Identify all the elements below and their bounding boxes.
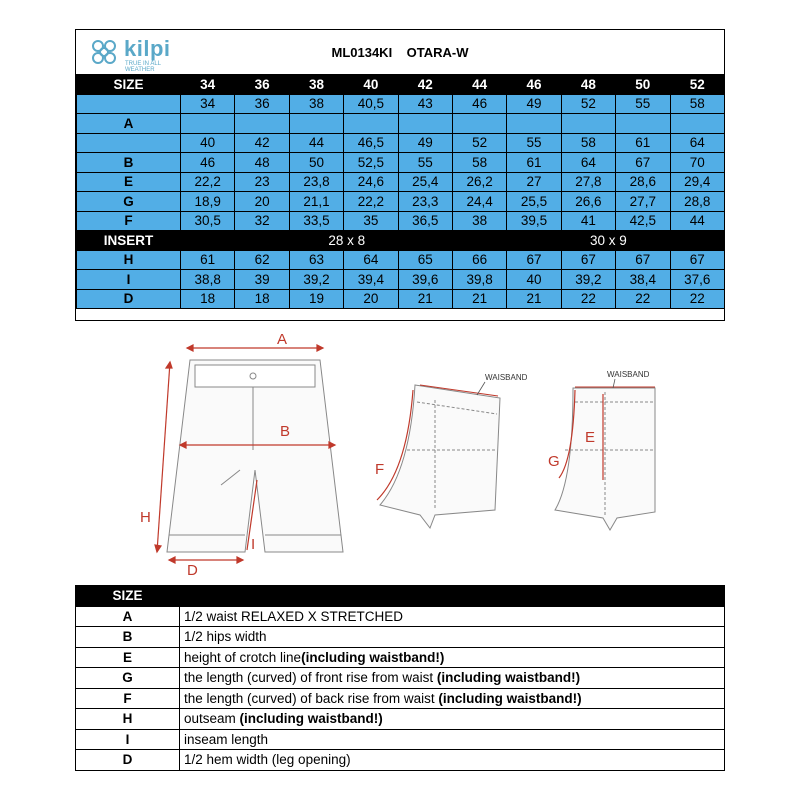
legend-header: SIZE bbox=[76, 586, 180, 607]
legend-text: 1/2 hips width bbox=[184, 629, 267, 645]
legend-description bbox=[180, 606, 725, 627]
size-header-cell: 48 bbox=[561, 75, 615, 95]
value-cell: 46 bbox=[181, 153, 235, 173]
value-cell: 42 bbox=[235, 133, 289, 153]
insert-label: INSERT bbox=[77, 231, 181, 251]
measure-d bbox=[169, 557, 243, 563]
row-label bbox=[77, 94, 181, 114]
value-cell: 65 bbox=[398, 250, 452, 270]
legend-key: B bbox=[76, 627, 180, 648]
legend-text: outseam bbox=[184, 711, 240, 727]
measurement-legend bbox=[75, 585, 725, 771]
value-cell: 64 bbox=[561, 153, 615, 173]
label-b: B bbox=[280, 423, 291, 440]
value-cell: 28,6 bbox=[616, 172, 670, 192]
value-cell bbox=[670, 114, 724, 134]
value-cell: 61 bbox=[181, 250, 235, 270]
legend-text: 1/2 hem width (leg opening) bbox=[184, 752, 351, 768]
insert-right: 30 x 9 bbox=[452, 231, 724, 251]
value-cell: 41 bbox=[561, 211, 615, 231]
value-cell: 52 bbox=[561, 94, 615, 114]
value-cell: 27 bbox=[507, 172, 561, 192]
value-cell: 46 bbox=[452, 94, 506, 114]
legend-description bbox=[180, 709, 725, 730]
value-cell: 22,2 bbox=[181, 172, 235, 192]
value-cell: 42,5 bbox=[616, 211, 670, 231]
row-label: D bbox=[77, 289, 181, 309]
size-header-cell: 50 bbox=[616, 75, 670, 95]
legend-row bbox=[76, 647, 725, 668]
value-cell: 24,6 bbox=[344, 172, 398, 192]
size-header-row bbox=[77, 75, 725, 95]
row-label: A bbox=[77, 114, 181, 134]
row-label: I bbox=[77, 270, 181, 290]
size-header-cell: 34 bbox=[181, 75, 235, 95]
value-cell: 61 bbox=[507, 153, 561, 173]
measure-row bbox=[77, 289, 725, 309]
measurement-diagram bbox=[140, 330, 665, 580]
value-cell: 22 bbox=[670, 289, 724, 309]
measure-h bbox=[155, 362, 172, 552]
size-header-cell: 46 bbox=[507, 75, 561, 95]
value-cell: 67 bbox=[561, 250, 615, 270]
legend-note: (including waistband!) bbox=[438, 690, 582, 706]
value-cell: 23,3 bbox=[398, 192, 452, 212]
row-label: H bbox=[77, 250, 181, 270]
measure-a bbox=[187, 345, 323, 351]
legend-key: H bbox=[76, 709, 180, 730]
legend-row bbox=[76, 606, 725, 627]
value-cell: 23 bbox=[235, 172, 289, 192]
value-cell: 66 bbox=[452, 250, 506, 270]
size-table bbox=[76, 74, 725, 309]
value-cell: 32 bbox=[235, 211, 289, 231]
value-cell: 21 bbox=[398, 289, 452, 309]
value-cell: 49 bbox=[398, 133, 452, 153]
insert-row bbox=[77, 231, 725, 251]
legend-description bbox=[180, 750, 725, 771]
value-cell: 38 bbox=[452, 211, 506, 231]
value-cell: 67 bbox=[670, 250, 724, 270]
legend-row bbox=[76, 627, 725, 648]
value-cell: 37,6 bbox=[670, 270, 724, 290]
value-cell: 52,5 bbox=[344, 153, 398, 173]
measure-row bbox=[77, 153, 725, 173]
legend-header-blank bbox=[180, 586, 725, 607]
value-cell: 33,5 bbox=[289, 211, 343, 231]
size-header-label: SIZE bbox=[77, 75, 181, 95]
value-cell: 22,2 bbox=[344, 192, 398, 212]
value-cell: 27,7 bbox=[616, 192, 670, 212]
legend-text: inseam length bbox=[184, 731, 269, 747]
legend-note: (including waistband!) bbox=[301, 649, 445, 665]
insert-left: 28 x 8 bbox=[181, 231, 453, 251]
value-cell bbox=[616, 114, 670, 134]
value-cell bbox=[452, 114, 506, 134]
measure-row bbox=[77, 114, 725, 134]
value-cell: 36,5 bbox=[398, 211, 452, 231]
value-cell: 26,2 bbox=[452, 172, 506, 192]
label-a: A bbox=[277, 331, 288, 348]
measure-row bbox=[77, 270, 725, 290]
shorts-drawing bbox=[167, 360, 343, 552]
value-cell: 39,6 bbox=[398, 270, 452, 290]
measure-row bbox=[77, 192, 725, 212]
legend-key: F bbox=[76, 688, 180, 709]
product-title bbox=[76, 45, 724, 60]
value-cell: 58 bbox=[452, 153, 506, 173]
brand-name: kilpi bbox=[124, 36, 171, 61]
value-cell: 39,5 bbox=[507, 211, 561, 231]
value-cell: 67 bbox=[507, 250, 561, 270]
value-cell: 44 bbox=[670, 211, 724, 231]
value-cell: 34 bbox=[181, 94, 235, 114]
value-cell: 55 bbox=[507, 133, 561, 153]
value-cell: 39,2 bbox=[289, 270, 343, 290]
value-cell: 23,8 bbox=[289, 172, 343, 192]
legend-row bbox=[76, 688, 725, 709]
value-cell bbox=[181, 114, 235, 134]
measure-row bbox=[77, 250, 725, 270]
measure-row bbox=[77, 94, 725, 114]
label-e: E bbox=[585, 429, 596, 446]
measure-row bbox=[77, 172, 725, 192]
value-cell: 25,4 bbox=[398, 172, 452, 192]
value-cell: 39,2 bbox=[561, 270, 615, 290]
legend-text: the length (curved) of back rise from waist bbox=[184, 690, 439, 706]
value-cell: 36 bbox=[235, 94, 289, 114]
value-cell: 63 bbox=[289, 250, 343, 270]
value-cell: 38,4 bbox=[616, 270, 670, 290]
value-cell: 38 bbox=[289, 94, 343, 114]
value-cell: 27,8 bbox=[561, 172, 615, 192]
value-cell: 18 bbox=[181, 289, 235, 309]
size-header-cell: 38 bbox=[289, 75, 343, 95]
value-cell: 64 bbox=[670, 133, 724, 153]
value-cell: 44 bbox=[289, 133, 343, 153]
waistband-label-2: WAISBAND bbox=[607, 370, 650, 379]
legend-description bbox=[180, 627, 725, 648]
label-h: H bbox=[140, 509, 151, 526]
size-header-cell: 52 bbox=[670, 75, 724, 95]
legend-note: (including waistband!) bbox=[239, 711, 383, 727]
size-header-cell: 36 bbox=[235, 75, 289, 95]
value-cell: 70 bbox=[670, 153, 724, 173]
value-cell: 18 bbox=[235, 289, 289, 309]
value-cell: 49 bbox=[507, 94, 561, 114]
legend-description bbox=[180, 668, 725, 689]
value-cell: 21,1 bbox=[289, 192, 343, 212]
legend-key: E bbox=[76, 647, 180, 668]
label-f: F bbox=[375, 461, 385, 478]
product-code: ML0134KI bbox=[331, 45, 393, 60]
legend-key: I bbox=[76, 729, 180, 750]
label-g: G bbox=[548, 453, 560, 470]
legend-row bbox=[76, 750, 725, 771]
legend-row bbox=[76, 668, 725, 689]
legend-key: D bbox=[76, 750, 180, 771]
value-cell: 64 bbox=[344, 250, 398, 270]
brand-tagline: TRUE IN ALL WEATHER bbox=[125, 61, 161, 73]
value-cell: 67 bbox=[616, 153, 670, 173]
measure-row bbox=[77, 211, 725, 231]
value-cell: 30,5 bbox=[181, 211, 235, 231]
value-cell: 39,4 bbox=[344, 270, 398, 290]
value-cell: 55 bbox=[398, 153, 452, 173]
legend-note: (including waistband!) bbox=[436, 670, 581, 686]
value-cell: 22 bbox=[616, 289, 670, 309]
legend-text: the length (curved) of front rise from waist bbox=[184, 670, 437, 686]
value-cell: 39 bbox=[235, 270, 289, 290]
value-cell: 21 bbox=[452, 289, 506, 309]
value-cell: 61 bbox=[616, 133, 670, 153]
value-cell bbox=[344, 114, 398, 134]
value-cell: 52 bbox=[452, 133, 506, 153]
value-cell: 24,4 bbox=[452, 192, 506, 212]
value-cell: 48 bbox=[235, 153, 289, 173]
value-cell bbox=[235, 114, 289, 134]
value-cell: 39,8 bbox=[452, 270, 506, 290]
row-label bbox=[77, 133, 181, 153]
value-cell: 20 bbox=[235, 192, 289, 212]
product-name: OTARA-W bbox=[406, 45, 469, 60]
value-cell: 35 bbox=[344, 211, 398, 231]
value-cell: 20 bbox=[344, 289, 398, 309]
legend-description bbox=[180, 729, 725, 750]
value-cell: 19 bbox=[289, 289, 343, 309]
size-header-cell: 42 bbox=[398, 75, 452, 95]
row-label: F bbox=[77, 211, 181, 231]
value-cell: 46,5 bbox=[344, 133, 398, 153]
value-cell: 67 bbox=[616, 250, 670, 270]
row-label: B bbox=[77, 153, 181, 173]
legend-description bbox=[180, 647, 725, 668]
legend-key: G bbox=[76, 668, 180, 689]
value-cell: 58 bbox=[561, 133, 615, 153]
value-cell bbox=[398, 114, 452, 134]
legend-description bbox=[180, 688, 725, 709]
value-cell: 26,6 bbox=[561, 192, 615, 212]
row-label: G bbox=[77, 192, 181, 212]
chart-header bbox=[76, 30, 724, 75]
value-cell: 58 bbox=[670, 94, 724, 114]
legend-key: A bbox=[76, 606, 180, 627]
legend-header-row bbox=[76, 586, 725, 607]
value-cell: 38,8 bbox=[181, 270, 235, 290]
value-cell: 40,5 bbox=[344, 94, 398, 114]
size-header-cell: 44 bbox=[452, 75, 506, 95]
back-panel-drawing bbox=[380, 385, 500, 528]
legend-text: height of crotch line bbox=[184, 649, 302, 665]
value-cell: 62 bbox=[235, 250, 289, 270]
front-panel-drawing bbox=[555, 388, 655, 530]
value-cell: 22 bbox=[561, 289, 615, 309]
legend-row bbox=[76, 729, 725, 750]
legend-row bbox=[76, 709, 725, 730]
size-chart bbox=[75, 29, 725, 321]
value-cell: 25,5 bbox=[507, 192, 561, 212]
value-cell: 40 bbox=[181, 133, 235, 153]
value-cell: 43 bbox=[398, 94, 452, 114]
value-cell: 40 bbox=[507, 270, 561, 290]
value-cell bbox=[289, 114, 343, 134]
value-cell: 29,4 bbox=[670, 172, 724, 192]
row-label: E bbox=[77, 172, 181, 192]
label-i: I bbox=[251, 536, 256, 553]
label-d: D bbox=[187, 562, 198, 579]
size-header-cell: 40 bbox=[344, 75, 398, 95]
value-cell: 28,8 bbox=[670, 192, 724, 212]
value-cell bbox=[561, 114, 615, 134]
value-cell: 50 bbox=[289, 153, 343, 173]
waistband-label: WAISBAND bbox=[485, 373, 528, 382]
value-cell: 55 bbox=[616, 94, 670, 114]
legend-text: 1/2 waist RELAXED X STRETCHED bbox=[184, 608, 404, 624]
measure-row bbox=[77, 133, 725, 153]
value-cell: 18,9 bbox=[181, 192, 235, 212]
value-cell: 21 bbox=[507, 289, 561, 309]
value-cell bbox=[507, 114, 561, 134]
